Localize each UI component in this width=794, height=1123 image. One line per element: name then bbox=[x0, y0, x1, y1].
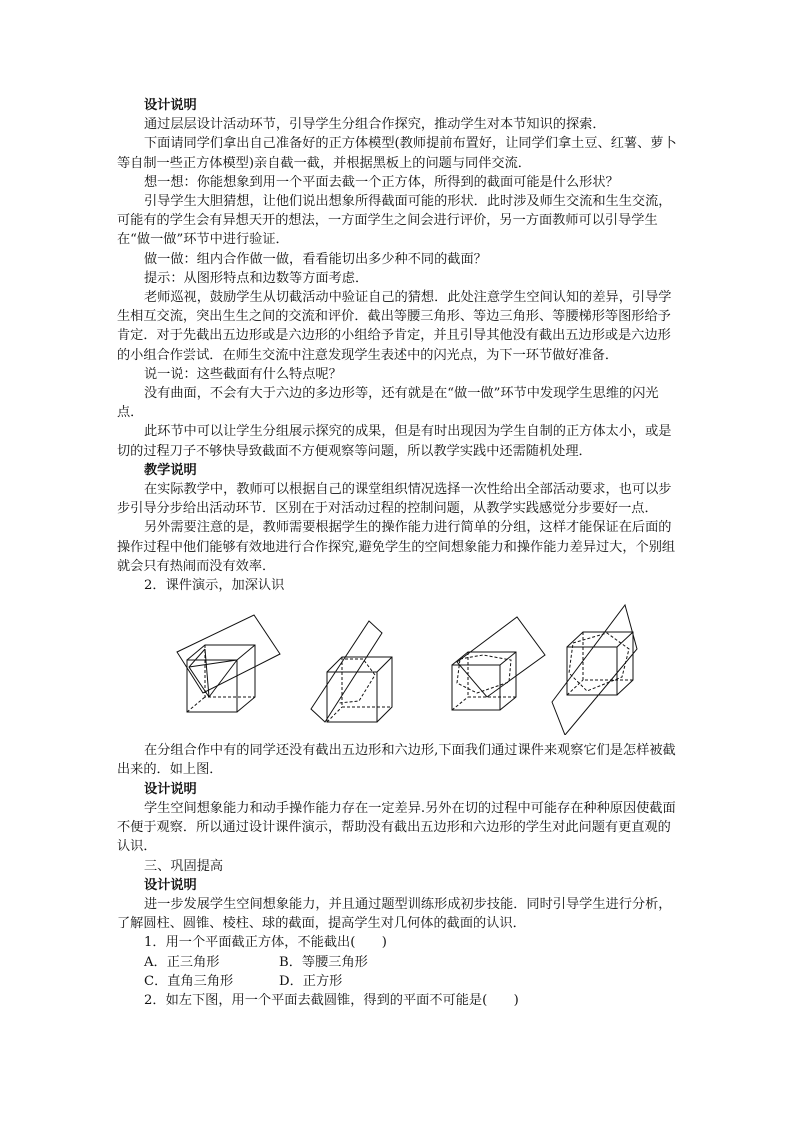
paragraph: 引导学生大胆猜想，让他们说出想象所得截面可能的形状．此时涉及师生交流和生生交流，可能有的学生会有异想天开的想法，一方面学生之间会进行评价，另一方面教师可以引导学生在“做一做”环节中进行验证． bbox=[117, 194, 672, 248]
option-b: B．等腰三角形 bbox=[279, 954, 368, 970]
section-hexagon bbox=[457, 655, 511, 693]
paragraph: 2．课件演示，加深认识 bbox=[144, 578, 285, 594]
paragraph: 没有曲面，不会有大于六边的多边形等，还有就是在“做一做”环节中发现学生思维的闪光点． bbox=[117, 386, 659, 421]
question-2: 2．如左下图，用一个平面去截圆锥，得到的平面不可能是( ) bbox=[144, 992, 519, 1008]
cube-edges bbox=[452, 652, 516, 710]
paragraph: 学生空间想象能力和动手操作能力存在一定差异.另外在切的过程中可能存在种种原因使截面不便于观察．所以通过设计课件演示，帮助没有截出五边形和六边形的学生对此问题有更直观的认识． bbox=[117, 800, 676, 855]
document-body bbox=[117, 96, 677, 1010]
cube-figure-1 bbox=[177, 615, 280, 712]
section-heading: 设计说明 bbox=[144, 781, 197, 797]
cube-section-figures bbox=[117, 597, 677, 735]
paragraph: 老师巡视，鼓励学生从切截活动中验证自己的猜想．此处注意学生空间认知的差异，引导学生相互交流，突出生生之间的交流和评价．截出等腰三角形、等边三角形、等腰梯形等图形给予肯定．对于先截出五边形或是六边形的小组给予肯定，并且引导其他没有截出五边形或是六边形的小组合作尝试．在师生交流中注意发现学生表述中的闪光点，为下一环节做好准备． bbox=[117, 290, 672, 363]
cube-figure-2 bbox=[311, 621, 392, 722]
paragraph: 另外需要注意的是，教师需要根据学生的操作能力进行简单的分组，这样才能保证在后面的操作过程中他们能够有效地进行合作探究,避免学生的空间想象能力和操作能力差异过大，个别组就会只有热闹而没有效率． bbox=[117, 520, 676, 574]
hidden-edges bbox=[468, 652, 516, 697]
paragraph: 进一步发展学生空间想象能力，并且通过题型训练形成初步技能．同时引导学生进行分析，了解圆柱、圆锥、棱柱、球的截面，提高学生对几何体的截面的认识． bbox=[117, 896, 672, 932]
section-hexagon bbox=[569, 633, 629, 691]
paragraph: 在分组合作中有的同学还没有截出五边形和六边形,下面我们通过课件来观察它们是怎样被截出来的．如上图． bbox=[117, 743, 676, 778]
option-c: C．直角三角形 bbox=[144, 973, 234, 989]
cube-edge bbox=[377, 657, 392, 672]
section-line bbox=[209, 660, 237, 697]
cube-figure-4 bbox=[552, 605, 637, 735]
question-1-options-row-2 bbox=[117, 972, 677, 991]
paragraph: 提示：从图形特点和边数等方面考虑． bbox=[144, 270, 369, 286]
cube-edge bbox=[617, 632, 633, 647]
paragraph: 通过层层设计活动环节，引导学生分组合作探究，推动学生对本节知识的探索． bbox=[144, 117, 606, 133]
paragraph: 在实际教学中，教师可以根据自己的课堂组织情况选择一次性给出全部活动要求，也可以步步引导分步给出活动环节．区别在于对活动过程的控制问题，从教学实践感觉分步要好一点． bbox=[117, 482, 672, 517]
section-pentagon bbox=[339, 659, 375, 703]
question-1-options-row-1 bbox=[117, 953, 677, 972]
cube-edge bbox=[500, 652, 516, 665]
paragraph: 三、巩固提高 bbox=[144, 858, 224, 874]
paragraph: 此环节中可以让学生分组展示探究的成果，但是有时出现因为学生自制的正方体太小，或是切的过程刀子不够快导致截面不方便观察等问题，所以教学实践中还需随机处理． bbox=[117, 424, 672, 459]
paragraph: 想一想：你能想象到用一个平面去截一个正方体，所得到的截面可能是什么形状？ bbox=[144, 174, 619, 190]
paragraph: 说一说：这些截面有什么特点呢？ bbox=[144, 366, 342, 382]
section-heading: 教学说明 bbox=[144, 462, 197, 478]
cutting-plane bbox=[177, 615, 280, 693]
paragraph: 做一做：组内合作做一做，看看能切出多少种不同的截面？ bbox=[144, 251, 487, 267]
cube-section-diagram bbox=[117, 597, 677, 735]
question-1: 1．用一个平面截正方体，不能截出( ) bbox=[144, 935, 387, 951]
hidden-edge bbox=[452, 697, 468, 710]
hidden-edge bbox=[187, 697, 205, 712]
section-line bbox=[189, 660, 237, 667]
cube-figure-3 bbox=[452, 617, 545, 710]
option-d: D．正方形 bbox=[279, 973, 343, 989]
section-heading: 设计说明 bbox=[144, 98, 197, 113]
section-heading: 设计说明 bbox=[144, 877, 197, 893]
cube-edge bbox=[237, 645, 255, 660]
paragraph: 下面请同学们拿出自己准备好的正方体模型(教师提前布置好，让同学们拿土豆、红薯、萝卜等自制一些正方体模型)亲自截一截，并根据黑板上的问题与同伴交流． bbox=[117, 136, 677, 171]
cube-front-face bbox=[187, 660, 237, 712]
option-a: A．正三角形 bbox=[144, 954, 220, 970]
cutting-plane bbox=[552, 605, 637, 735]
hidden-edge bbox=[567, 680, 583, 695]
